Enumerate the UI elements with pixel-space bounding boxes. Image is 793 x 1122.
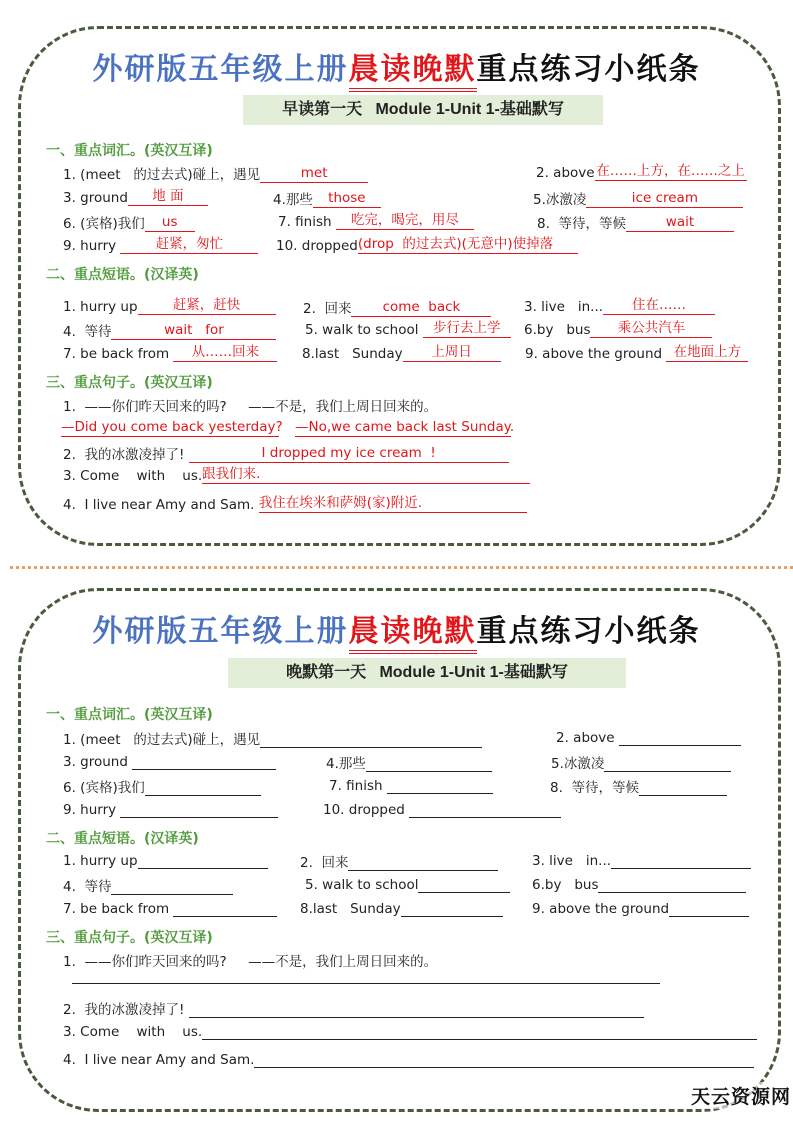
item-label: 7. be back from [63,346,174,362]
sentence-item-4 [63,495,527,513]
phrase-item-3 [524,297,715,315]
item-label: 7. be back from [63,901,174,917]
item-label: 4. 等待 [63,324,112,340]
phrase-item-9 [532,899,749,917]
answer-field[interactable]: 乘公共汽车 [590,320,712,338]
answer-field[interactable] [173,899,277,917]
sentence-item-4 [63,1050,754,1068]
answer-field[interactable]: those [313,190,381,208]
phrase-item-7 [63,899,277,917]
answer-field[interactable]: 地 面 [128,188,208,206]
phrase-item-5 [305,320,511,338]
answer-field[interactable] [348,853,498,871]
answer-field[interactable]: 住在…… [603,297,715,315]
subtitle-evening: 晚默第一天 Module 1-Unit 1-基础默写 [228,658,626,688]
item-label: 1. (meet 的过去式)碰上，遇见 [63,732,261,748]
answer-field[interactable] [604,754,731,772]
item-label: 2. 回来 [300,855,349,871]
answer-field[interactable] [619,728,741,746]
phrase-item-7 [63,344,277,362]
item-label: 2. 回来 [303,301,352,317]
item-label: 2. above [536,165,595,181]
answer-field[interactable] [132,752,276,770]
answer-field[interactable] [138,851,268,869]
answer-field[interactable]: 上周日 [403,344,501,362]
title-part-textbook: 外研版五年级上册 [92,614,349,649]
vocab-item-9 [63,800,278,818]
item-label: 2. 我的冰激凌掉了! [63,1002,189,1018]
vocab-item-4 [273,188,381,208]
item-label: 6.by bus [532,877,599,893]
item-label: 10. dropped [323,802,410,818]
answer-field[interactable] [639,778,727,796]
phrase-item-2 [303,297,491,317]
section-heading-vocab: 一、重点词汇。(英汉互译) [46,707,213,723]
answer-field[interactable]: I dropped my ice cream ! [189,445,509,463]
answer-field[interactable] [72,966,660,984]
item-label: 3. ground [63,754,133,770]
sentence-item-3 [63,466,530,484]
phrase-item-4 [63,875,233,895]
phrase-item-8 [300,899,503,917]
answer-field[interactable]: (drop 的过去式)(无意中)使掉落 [358,236,578,254]
item-label: 6. (宾格)我们 [63,780,145,796]
watermark: 天云资源网 [691,1082,791,1109]
title-part-highlight: 晨读晚默 [349,52,477,92]
answer-field[interactable]: met [260,165,368,183]
sentence-item-2 [63,998,644,1018]
phrase-item-4 [63,320,276,340]
item-label: 2. 我的冰激凌掉了! [63,447,189,463]
vocab-item-5 [533,188,743,208]
answer-field[interactable] [189,1000,644,1018]
item-label: 3. live in... [532,853,612,869]
item-label: 5. walk to school [305,322,423,338]
sentence-item-1-answers [61,419,515,437]
item-label: 7. finish [329,778,387,794]
answer-field[interactable]: us [145,214,195,232]
vocab-item-8 [537,212,734,232]
item-label: 4. I live near Amy and Sam. [63,497,259,513]
item-label: 2. above [556,730,619,746]
vocab-item-1 [63,163,368,183]
vocab-item-9 [63,236,258,254]
answer-field[interactable] [260,730,482,748]
item-label: 1. ——你们昨天回来的吗? ——不是，我们上周日回来的。 [63,954,438,970]
vocab-item-10 [276,236,578,254]
phrase-item-6 [532,875,746,893]
item-label: 5.冰激凌 [551,756,605,772]
answer-field[interactable]: 赶紧，赶快 [138,297,276,315]
item-label: 7. finish [278,214,336,230]
section-heading-phrases: 二、重点短语。(汉译英) [46,831,199,847]
answer-field[interactable]: 在地面上方 [666,344,748,362]
item-label: 1. ——你们昨天回来的吗? ——不是，我们上周日回来的。 [63,399,438,415]
item-label: 8.last Sunday [302,346,403,362]
title-part-worksheet: 重点练习小纸条 [476,52,701,87]
item-label: 9. hurry [63,802,121,818]
answer-field[interactable]: 吃完，喝完，用尽 [336,212,474,230]
answer-field[interactable] [145,778,261,796]
phrase-item-2 [300,851,498,871]
vocab-item-8 [550,776,727,796]
answer-field-reply[interactable]: —No,we came back last Sunday. [295,419,515,435]
phrase-item-3 [532,851,751,869]
title-part-highlight: 晨读晚默 [349,614,477,654]
answer-field[interactable] [387,776,493,794]
phrase-item-1 [63,297,276,315]
answer-field[interactable] [669,899,749,917]
vocab-item-6 [63,776,261,796]
answer-field[interactable]: wait [626,214,734,232]
vocab-item-4 [326,752,492,772]
vocab-item-2 [556,728,741,746]
phrase-item-8 [302,344,501,362]
item-label: 8. 等待，等候 [537,216,626,232]
item-label: 1. hurry up [63,853,138,869]
answer-field[interactable] [611,851,751,869]
section-heading-phrases: 二、重点短语。(汉译英) [46,267,199,283]
answer-field[interactable] [366,754,492,772]
answer-field[interactable] [409,800,561,818]
item-label: 6.by bus [524,322,591,338]
vocab-item-2 [536,163,747,181]
answer-field[interactable]: ice cream [586,190,743,208]
item-label: 5. walk to school [305,877,419,893]
phrase-item-6 [524,320,712,338]
page-title-bottom [0,606,793,650]
answer-field[interactable]: 赶紧，匆忙 [120,236,258,254]
item-label: 3. live in... [524,299,604,315]
item-label: 6. (宾格)我们 [63,216,145,232]
item-label: 1. (meet 的过去式)碰上，遇见 [63,167,261,183]
item-label: 4.那些 [326,756,366,772]
item-label: 9. above the ground [532,901,670,917]
item-label: 3. Come with us. [63,1024,203,1040]
answer-field[interactable]: 在……上方，在……之上 [596,163,745,179]
item-label: 4.那些 [273,192,313,208]
item-label: 4. I live near Amy and Sam. [63,1052,255,1068]
vocab-item-7 [329,776,493,794]
answer-field[interactable]: come back [351,299,491,317]
section-heading-sentences: 三、重点句子。(英汉互译) [46,375,213,391]
vocab-item-7 [278,212,474,230]
cut-line-separator [10,566,793,569]
item-label: 4. 等待 [63,879,112,895]
item-label: 3. ground [63,190,128,206]
item-label: 5.冰激凌 [533,192,587,208]
answer-field[interactable] [120,800,278,818]
answer-field[interactable] [418,875,510,893]
item-label: 1. hurry up [63,299,138,315]
vocab-item-3 [63,188,208,206]
item-label: 8. 等待，等候 [550,780,639,796]
page-title-top [0,44,793,88]
vocab-item-6 [63,212,195,232]
subtitle-morning: 早读第一天 Module 1-Unit 1-基础默写 [243,95,603,125]
answer-field[interactable]: 步行去上学 [423,320,511,338]
sentence-item-1-answer [72,966,660,984]
vocab-item-5 [551,752,731,772]
answer-field[interactable] [202,1022,757,1040]
item-label: 9. hurry [63,238,121,254]
vocab-item-3 [63,752,276,770]
sentence-item-2 [63,443,509,463]
item-label: 10. dropped [276,238,358,254]
title-part-textbook: 外研版五年级上册 [92,52,349,87]
answer-field[interactable] [111,877,233,895]
vocab-item-10 [323,800,561,818]
answer-field[interactable]: 从……回来 [173,344,277,362]
item-label: 3. Come with us. [63,468,203,484]
sentence-item-1 [63,395,437,415]
section-heading-vocab: 一、重点词汇。(英汉互译) [46,143,213,159]
phrase-item-9 [525,344,748,362]
answer-field[interactable] [401,899,503,917]
phrase-item-5 [305,875,510,893]
answer-field[interactable]: wait for [111,322,276,340]
answer-field[interactable]: 跟我们来. [202,466,530,484]
item-label: 9. above the ground [525,346,667,362]
phrase-item-1 [63,851,268,869]
sentence-item-3 [63,1022,757,1040]
vocab-item-1 [63,728,482,748]
answer-field-question[interactable]: —Did you come back yesterday? [61,419,283,435]
answer-field[interactable] [598,875,746,893]
answer-field[interactable]: 我住在埃米和萨姆(家)附近. [259,495,527,513]
item-label: 8.last Sunday [300,901,401,917]
title-part-worksheet: 重点练习小纸条 [476,614,701,649]
answer-field[interactable] [254,1050,754,1068]
section-heading-sentences: 三、重点句子。(英汉互译) [46,930,213,946]
